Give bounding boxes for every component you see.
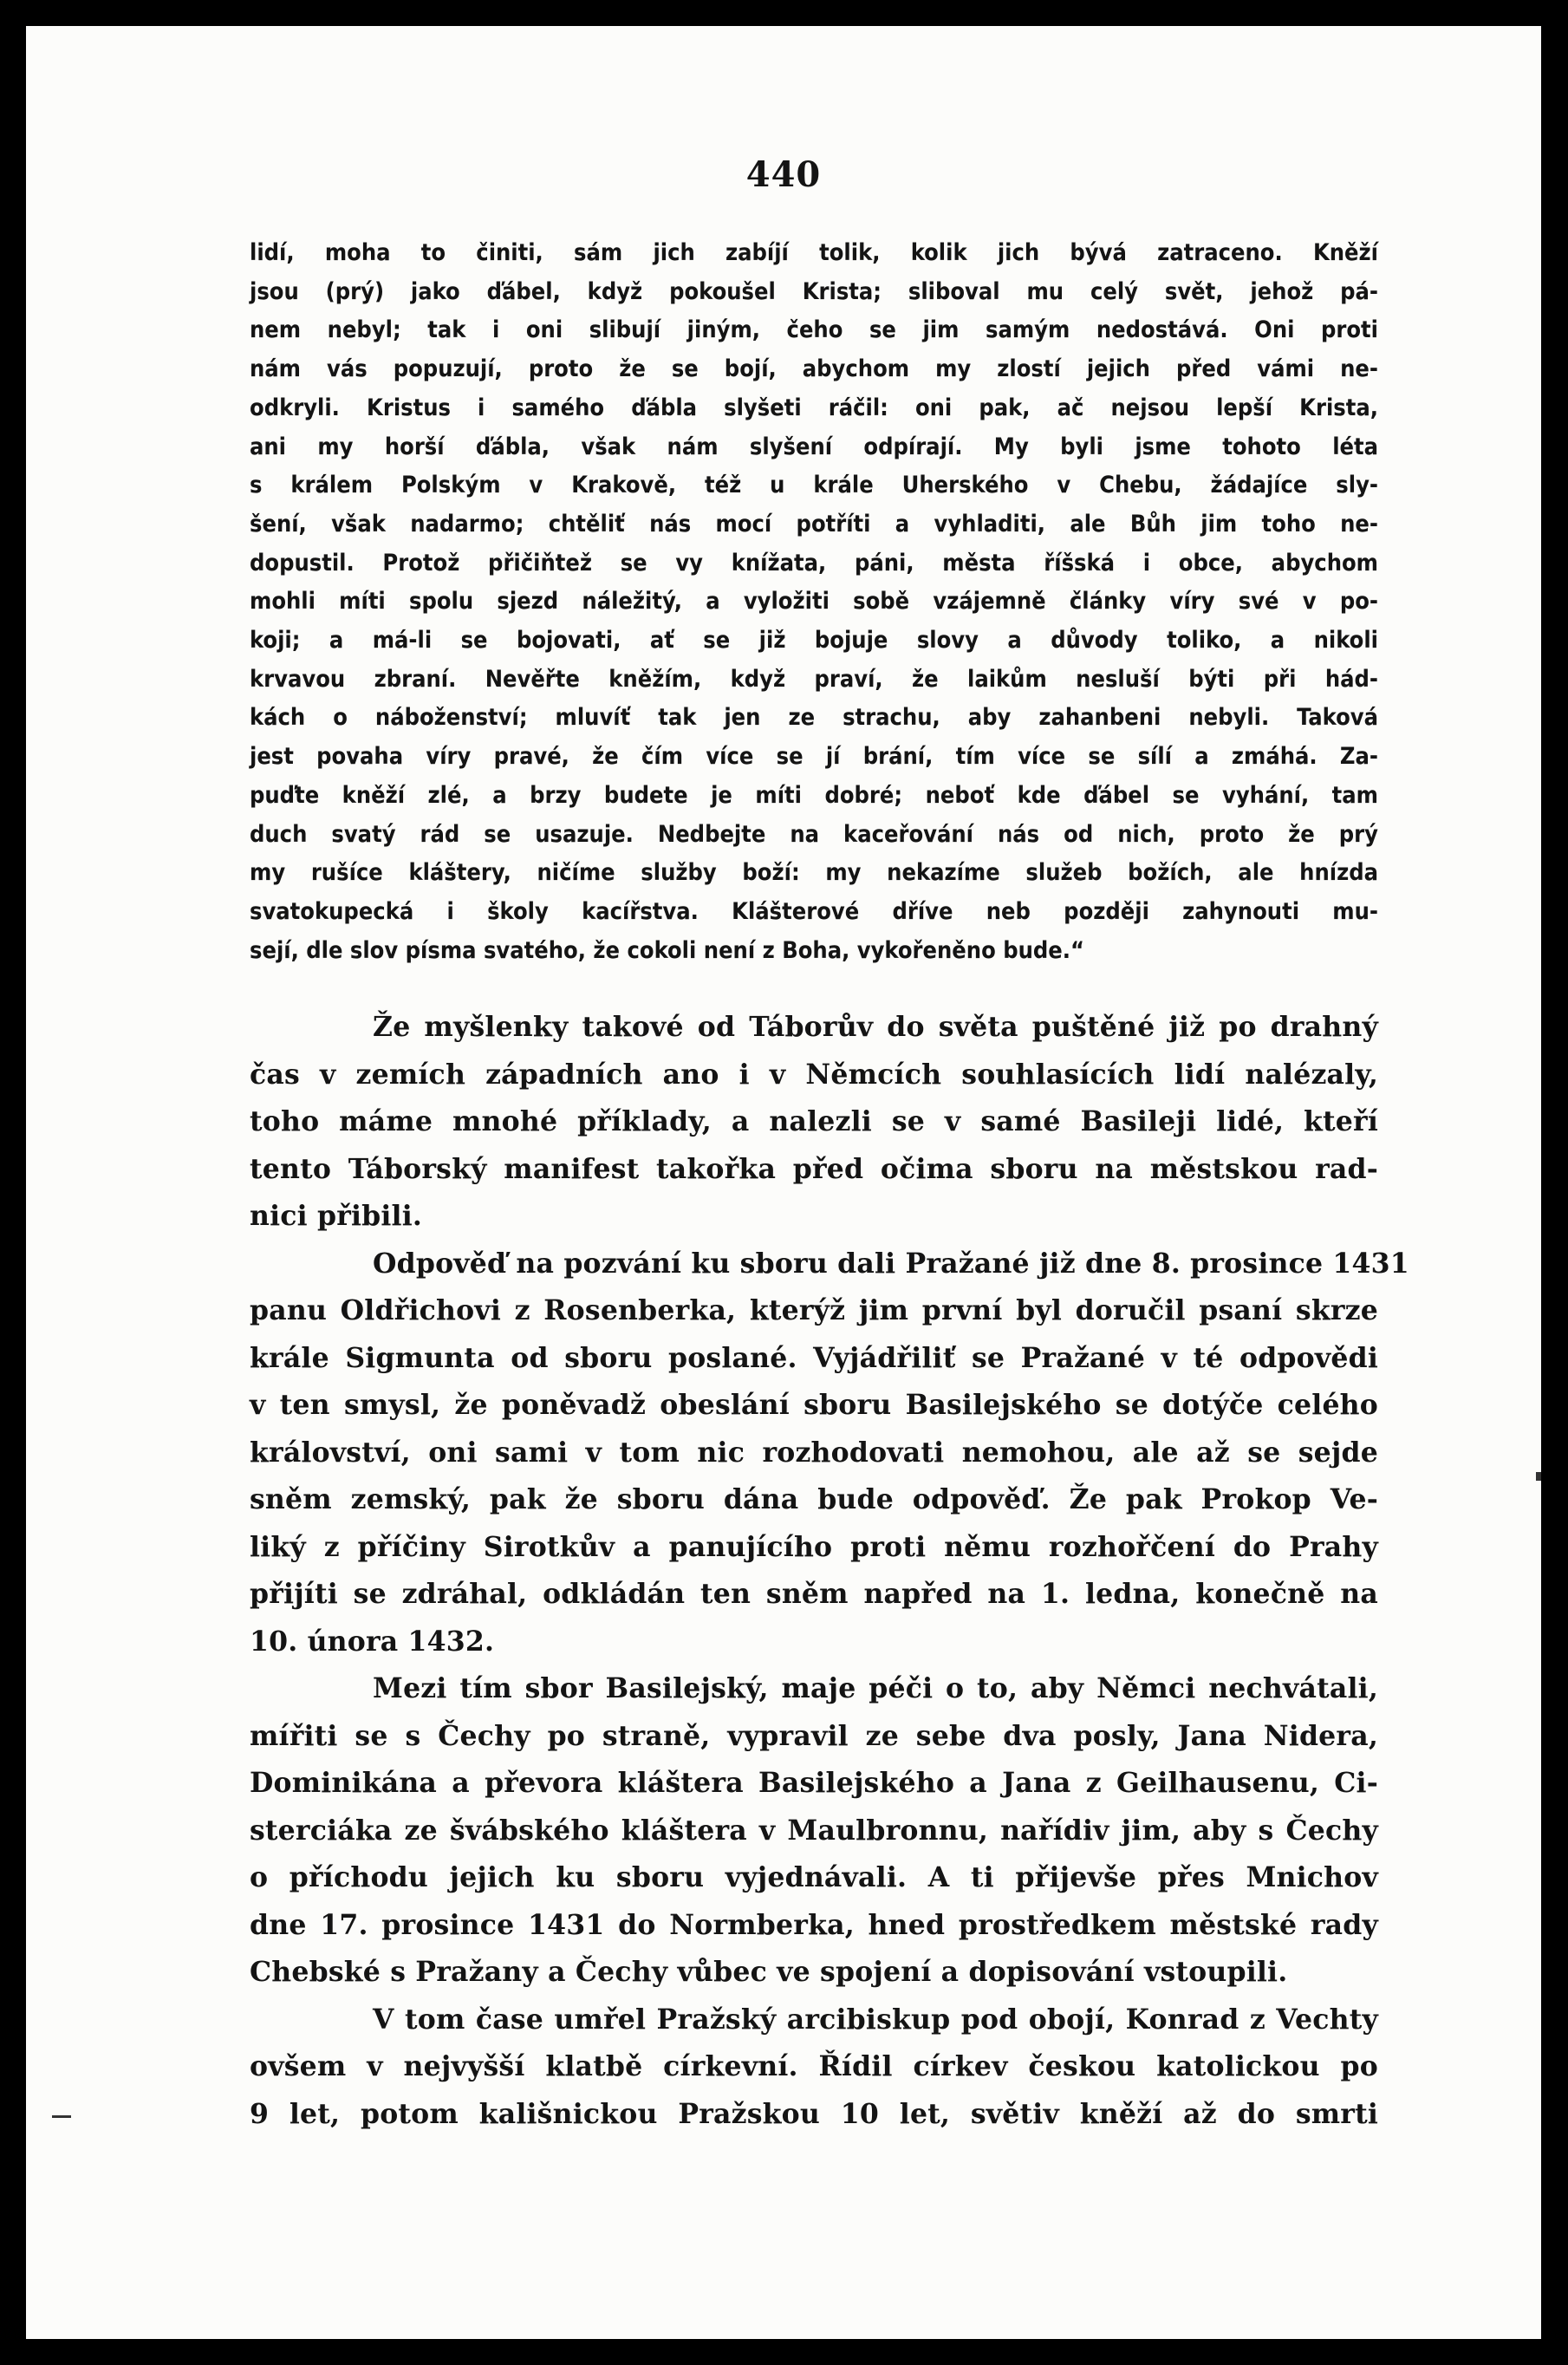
quote-line: nem nebyl; tak i oni slibují jiným, čeho se jim samým nedostává. Oni proti — [250, 316, 1378, 344]
paragraph-line: Odpověď na pozvání ku sboru dali Pražané již dne 8. prosince 1431 — [373, 1247, 1409, 1280]
paragraph-line: o příchodu jejich ku sboru vyjednávali. A ti přijevše přes Mnichov — [250, 1861, 1378, 1893]
paragraph-line: toho máme mnohé příklady, a nalezli se v samé Basileji lidé, kteří — [250, 1105, 1378, 1137]
paragraph-line: 9 let, potom kališnickou Pražskou 10 let, světiv kněží až do smrti — [250, 2097, 1378, 2130]
paragraph-line: nici přibili. — [250, 1200, 423, 1232]
paragraph — [250, 1241, 1409, 1666]
paragraph-line: Chebské s Pražany a Čechy vůbec ve spojení a dopisování vstoupili. — [250, 1956, 1288, 1988]
paragraph-line: přijíti se zdráhal, odkládán ten sněm napřed na 1. ledna, konečně na — [250, 1578, 1378, 1610]
paragraph-line: Mezi tím sbor Basilejský, maje péči o to, aby Němci nechvátali, — [373, 1672, 1378, 1704]
paragraph-line: Dominikána a převora kláštera Basilejského a Jana z Geilhausenu, Ci- — [250, 1767, 1378, 1799]
quote-line: nám vás popuzují, proto že se bojí, abychom my zlostí jejich před vámi ne- — [250, 355, 1378, 383]
quote-line: koji; a má-li se bojovati, ať se již bojuje slovy a důvody toliko, a nikoli — [250, 627, 1378, 655]
quote-line: jsou (prý) jako ďábel, když pokoušel Krista; sliboval mu celý svět, jehož pá- — [250, 277, 1378, 305]
paragraph-line: sněm zemský, pak že sboru dána bude odpověď. Že pak Prokop Ve- — [250, 1483, 1378, 1515]
quote-line: lidí, moha to činiti, sám jich zabíjí tolik, kolik jich bývá zatraceno. Kněží — [250, 239, 1378, 266]
paragraph-line: panu Oldřichovi z Rosenberka, kterýž jim první byl doručil psaní skrze — [250, 1294, 1378, 1326]
margin-mark — [1536, 1472, 1541, 1481]
paragraph — [250, 1997, 1378, 2139]
quote-line: šení, však nadarmo; chtěliť nás mocí potříti a vyhladiti, ale Bůh jim toho ne- — [250, 510, 1378, 538]
quote-line: s králem Polským v Krakově, též u krále Uherského v Chebu, žádajíce sly- — [250, 472, 1378, 499]
quote-line: mohli míti spolu sjezd náležitý, a vyložiti sobě vzájemně články víry své v po- — [250, 588, 1378, 616]
paragraph-line: Že myšlenky takové od Táborův do světa puštěné již po drahný — [373, 1011, 1378, 1043]
quote-line: krvavou zbraní. Nevěřte kněžím, když praví, že laikům nesluší býti při hád- — [250, 665, 1378, 693]
paragraph-line: V tom čase umřel Pražský arcibiskup pod obojí, Konrad z Vechty — [373, 2003, 1378, 2036]
quoted-manifesto-block — [250, 234, 1378, 970]
quote-line: odkryli. Kristus i samého ďábla slyšeti ráčil: oni pak, ač nejsou lepší Krista, — [250, 394, 1378, 421]
book-page — [26, 26, 1541, 2339]
quote-line: ani my horší ďábla, však nám slyšení odpírají. My byli jsme tohoto léta — [250, 433, 1378, 460]
paragraph-line: sterciáka ze švábského kláštera v Maulbronnu, nařídiv jim, aby s Čechy — [250, 1814, 1378, 1847]
page-number: 440 — [745, 154, 822, 195]
paragraph-line: krále Sigmunta od sboru poslané. Vyjádřiliť se Pražané v té odpovědi — [250, 1341, 1378, 1374]
paragraph-line: liký z příčiny Sirotkův a panujícího proti němu rozhořčení do Prahy — [250, 1530, 1378, 1563]
quote-line: svatokupecká i školy kacířstva. Klášterové dříve neb později zahynouti mu- — [250, 897, 1378, 925]
quote-line: jest povaha víry pravé, že čím více se jí brání, tím více se sílí a zmáhá. Za- — [250, 743, 1378, 771]
quote-line: duch svatý rád se usazuje. Nedbejte na kaceřování nás od nich, proto že prý — [250, 820, 1378, 848]
paragraph-line: 10. února 1432. — [250, 1625, 495, 1658]
paragraph-line: v ten smysl, že poněvadž obeslání sboru Basilejského se dotýče celého — [250, 1389, 1378, 1421]
paragraph — [250, 1665, 1378, 1997]
quote-line: sejí, dle slov písma svatého, že cokoli není z Boha, vykořeněno bude.“ — [250, 936, 1084, 964]
paragraph-line: dne 17. prosince 1431 do Normberka, hned prostředkem městské rady — [250, 1908, 1378, 1941]
body-text — [250, 1004, 1409, 2138]
paragraph-line: mířiti se s Čechy po straně, vypravil ze sebe dva posly, Jana Nidera, — [250, 1719, 1378, 1752]
quote-line: my rušíce kláštery, ničíme služby boží: my nekazíme služeb božích, ale hnízda — [250, 859, 1378, 887]
paragraph — [250, 1004, 1378, 1241]
quote-line: dopustil. Protož přičiňtež se vy knížata, páni, města říšská i obce, abychom — [250, 549, 1378, 577]
paragraph-line: tento Táborský manifest takořka před očima sboru na městskou rad- — [250, 1152, 1378, 1185]
paragraph-line: čas v zemích západních ano i v Němcích souhlasících lidí nalézaly, — [250, 1058, 1378, 1091]
quote-line: puďte kněží zlé, a brzy budete je míti dobré; neboť kde ďábel se vyhání, tam — [250, 781, 1378, 809]
margin-mark — [52, 2115, 71, 2118]
paragraph-line: království, oni sami v tom nic rozhodovati nemohou, ale až se sejde — [250, 1436, 1378, 1469]
paragraph-line: ovšem v nejvyšší klatbě církevní. Řídil církev českou katolickou po — [250, 2050, 1378, 2082]
quote-line: kách o náboženství; mluvíť tak jen ze strachu, aby zahanbeni nebyli. Taková — [250, 704, 1378, 732]
